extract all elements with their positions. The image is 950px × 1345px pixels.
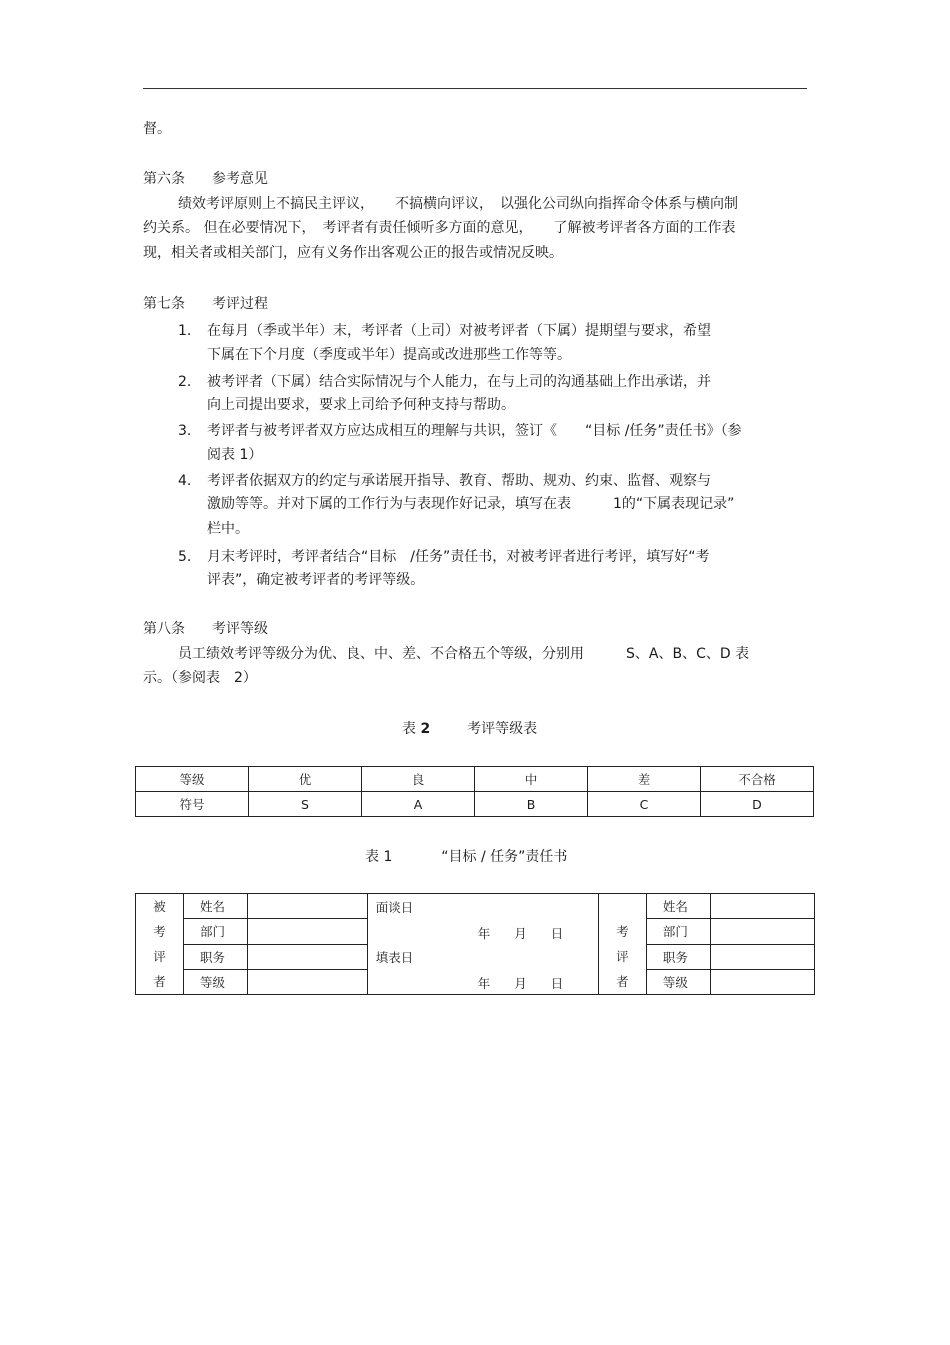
field-label-position: 职务	[184, 944, 248, 969]
year-label: 年	[477, 926, 491, 941]
vertical-char: 评	[153, 949, 166, 964]
field-value-name[interactable]	[710, 894, 814, 919]
table2-caption-title: 考评等级表	[467, 721, 538, 737]
field-value-position[interactable]	[710, 944, 814, 969]
field-label-department: 部门	[646, 919, 710, 944]
table1-caption	[365, 846, 567, 866]
interview-date-label: 面谈日	[375, 900, 414, 915]
field-label-position: 职务	[646, 944, 710, 969]
art8-subtitle: 考评等级	[212, 621, 268, 637]
field-value-grade[interactable]	[710, 969, 814, 994]
vertical-char: 考	[153, 924, 166, 939]
art7-item-2-num: 2.	[178, 374, 192, 390]
appraisee-group	[136, 894, 184, 995]
field-value-department[interactable]	[248, 919, 368, 944]
day-label: 日	[550, 976, 564, 991]
art8-line-1: 员工绩效考评等级分为优、良、中、差、不合格五个等级，分别用 S、A、B、C、D 表	[178, 646, 750, 662]
grade-cell: 中	[475, 767, 588, 792]
table-row	[136, 894, 815, 919]
art7-item-4-line-3: 栏中。	[207, 521, 249, 537]
month-label: 月	[514, 926, 527, 941]
date-block	[367, 894, 598, 995]
art6-line-1: 绩效考评原则上不搞民主评议， 不搞横向评议， 以强化公司纵向指挥命令体系与横向制	[178, 196, 738, 212]
fill-date-fields	[478, 974, 564, 992]
art7-item-5-num: 5.	[178, 549, 192, 565]
table2-caption-num: 2	[420, 721, 431, 737]
art7-subtitle: 考评过程	[212, 296, 268, 312]
symbol-cell: B	[475, 792, 588, 817]
table2-caption	[402, 718, 537, 738]
field-label-name: 姓名	[646, 894, 710, 919]
field-value-grade[interactable]	[248, 969, 368, 994]
field-value-position[interactable]	[248, 944, 368, 969]
art7-item-1-line-1: 在每月（季或半年）末，考评者（上司）对被考评者（下属）提期望与要求，希望	[207, 323, 711, 339]
art7-item-5-line-1: 月末考评时，考评者结合“目标 /任务”责任书，对被考评者进行考评，填写好“考	[207, 549, 710, 565]
table1-caption-prefix: 表 1	[365, 849, 393, 865]
art7-item-4-line-1: 考评者依据双方的约定与承诺展开指导、教育、帮助、规劝、约束、监督、观察与	[207, 473, 711, 489]
art6-line-2: 约关系。 但在必要情况下， 考评者有责任倾听多方面的意见， 了解被考评者各方面的工作表	[143, 220, 736, 236]
vertical-char: 被	[153, 899, 166, 914]
art7-item-2-line-2: 向上司提出要求，要求上司给予何种支持与帮助。	[207, 397, 515, 413]
day-label: 日	[550, 926, 564, 941]
art6-subtitle: 参考意见	[212, 171, 268, 187]
art7-item-4-num: 4.	[178, 473, 192, 489]
art6-line-3: 现，相关者或相关部门，应有义务作出客观公正的报告或情况反映。	[143, 245, 563, 261]
table-row	[136, 792, 814, 817]
fill-date-label: 填表日	[375, 950, 414, 965]
responsibility-table	[135, 893, 815, 995]
vertical-char: 者	[153, 974, 166, 989]
year-label: 年	[477, 976, 491, 991]
grade-cell: 优	[249, 767, 362, 792]
field-label-grade: 等级	[184, 969, 248, 994]
symbol-cell: C	[588, 792, 701, 817]
symbol-cell: A	[362, 792, 475, 817]
vertical-char: 考	[616, 924, 629, 939]
art7-title: 第七条	[143, 296, 185, 312]
field-value-name[interactable]	[248, 894, 368, 919]
art7-item-4-line-2: 激励等等。并对下属的工作行为与表现作好记录，填写在表 1的“下属表现记录”	[207, 496, 735, 512]
grade-cell: 良	[362, 767, 475, 792]
art8-title: 第八条	[143, 621, 185, 637]
art7-item-3-line-2: 阅表 1）	[207, 447, 263, 463]
grade-cell: 差	[588, 767, 701, 792]
art7-item-1-line-2: 下属在下个月度（季度或半年）提高或改进那些工作等等。	[207, 347, 571, 363]
art7-item-3-num: 3.	[178, 423, 192, 439]
symbol-header: 符号	[136, 792, 249, 817]
table2-caption-prefix: 表	[402, 721, 416, 737]
appraiser-group-label	[599, 894, 646, 994]
grade-cell: 不合格	[701, 767, 814, 792]
vertical-char: 者	[616, 974, 629, 989]
grade-header: 等级	[136, 767, 249, 792]
table-row	[136, 767, 814, 792]
art6-title: 第六条	[143, 171, 185, 187]
art8-line-2: 示。（参阅表 2）	[143, 670, 257, 686]
field-label-grade: 等级	[646, 969, 710, 994]
symbol-cell: S	[249, 792, 362, 817]
field-value-department[interactable]	[710, 919, 814, 944]
art7-item-1-num: 1.	[178, 323, 192, 339]
appraiser-group	[598, 894, 646, 995]
appraisee-group-label	[136, 894, 183, 994]
field-label-name: 姓名	[184, 894, 248, 919]
art7-item-2-line-1: 被考评者（下属）结合实际情况与个人能力，在与上司的沟通基础上作出承诺，并	[207, 374, 711, 390]
top-fragment: 督。	[143, 121, 171, 137]
vertical-char: 评	[616, 949, 629, 964]
table1-caption-title: “目标 / 任务”责任书	[441, 849, 568, 865]
art7-item-3-line-1: 考评者与被考评者双方应达成相互的理解与共识，签订《 “目标 /任务”责任书》（参	[207, 423, 742, 439]
header-rule	[143, 88, 807, 89]
field-label-department: 部门	[184, 919, 248, 944]
interview-date-fields	[478, 924, 564, 942]
month-label: 月	[514, 976, 527, 991]
grade-table	[135, 766, 814, 817]
symbol-cell: D	[701, 792, 814, 817]
art7-item-5-line-2: 评表”，确定被考评者的考评等级。	[207, 572, 425, 588]
